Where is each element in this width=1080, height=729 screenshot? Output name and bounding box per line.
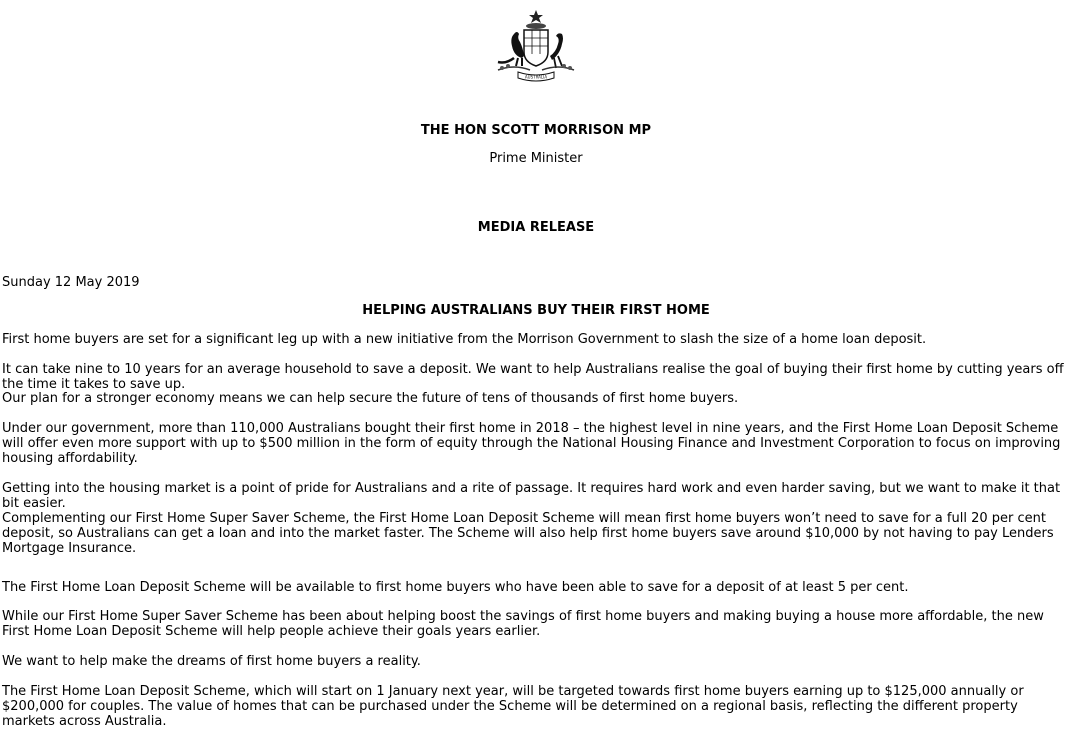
paragraph: It can take nine to 10 years for an average household to save a deposit. We want to help Australians realise the goal of buying their first home by cutting years off the time it takes to save up. bbox=[2, 362, 1064, 392]
paragraph: First home buyers are set for a significant leg up with a new initiative from the Morrison Government to slash the size of a home loan deposit. bbox=[2, 332, 927, 347]
release-type: MEDIA RELEASE bbox=[477, 220, 595, 235]
paragraph: The First Home Loan Deposit Scheme, which will start on 1 January next year, will be targeted towards first home buyers earning up to $125,000 annually or $200,000 for couples. The value of homes that can be purchased under the Scheme will be determined on a regional basis, reflecting the different property markets across Australia. bbox=[2, 684, 1024, 729]
release-date: Sunday 12 May 2019 bbox=[2, 275, 140, 290]
paragraph: Our plan for a stronger economy means we can help secure the future of tens of thousands of first home buyers. bbox=[2, 391, 739, 406]
paragraph: Getting into the housing market is a point of pride for Australians and a rite of passage. It requires hard work and even harder saving, but we want to make it that bit easier. bbox=[2, 481, 1061, 511]
paragraph: Under our government, more than 110,000 Australians bought their first home in 2018 – the highest level in nine years, and the First Home Loan Deposit Scheme will offer even more support with up to $500 million in the form of equity through the National Housing Finance and Investment Corporation to focus on improving housing affordability. bbox=[2, 421, 1061, 466]
minister-title: Prime Minister bbox=[489, 151, 583, 166]
paragraph: Complementing our First Home Super Saver Scheme, the First Home Loan Deposit Scheme will mean first home buyers won’t need to save for a full 20 per cent deposit, so Australians can get a loan and into the market faster. The Scheme will also help first home buyers save around $10,000 by not having to pay Lenders Mortgage Insurance. bbox=[2, 511, 1054, 556]
coat-of-arms-icon bbox=[484, 8, 588, 84]
crest-motto: AUSTRALIA bbox=[524, 74, 548, 80]
paragraph: While our First Home Super Saver Scheme has been about helping boost the savings of first home buyers and making buying a house more affordable, the new First Home Loan Deposit Scheme will help people achieve their goals years earlier. bbox=[2, 609, 1044, 639]
paragraph: The First Home Loan Deposit Scheme will be available to first home buyers who have been able to save for a deposit of at least 5 per cent. bbox=[2, 580, 909, 595]
release-headline: HELPING AUSTRALIANS BUY THEIR FIRST HOME bbox=[362, 303, 710, 318]
paragraph: We want to help make the dreams of first home buyers a reality. bbox=[2, 654, 421, 669]
minister-name: THE HON SCOTT MORRISON MP bbox=[420, 123, 652, 138]
